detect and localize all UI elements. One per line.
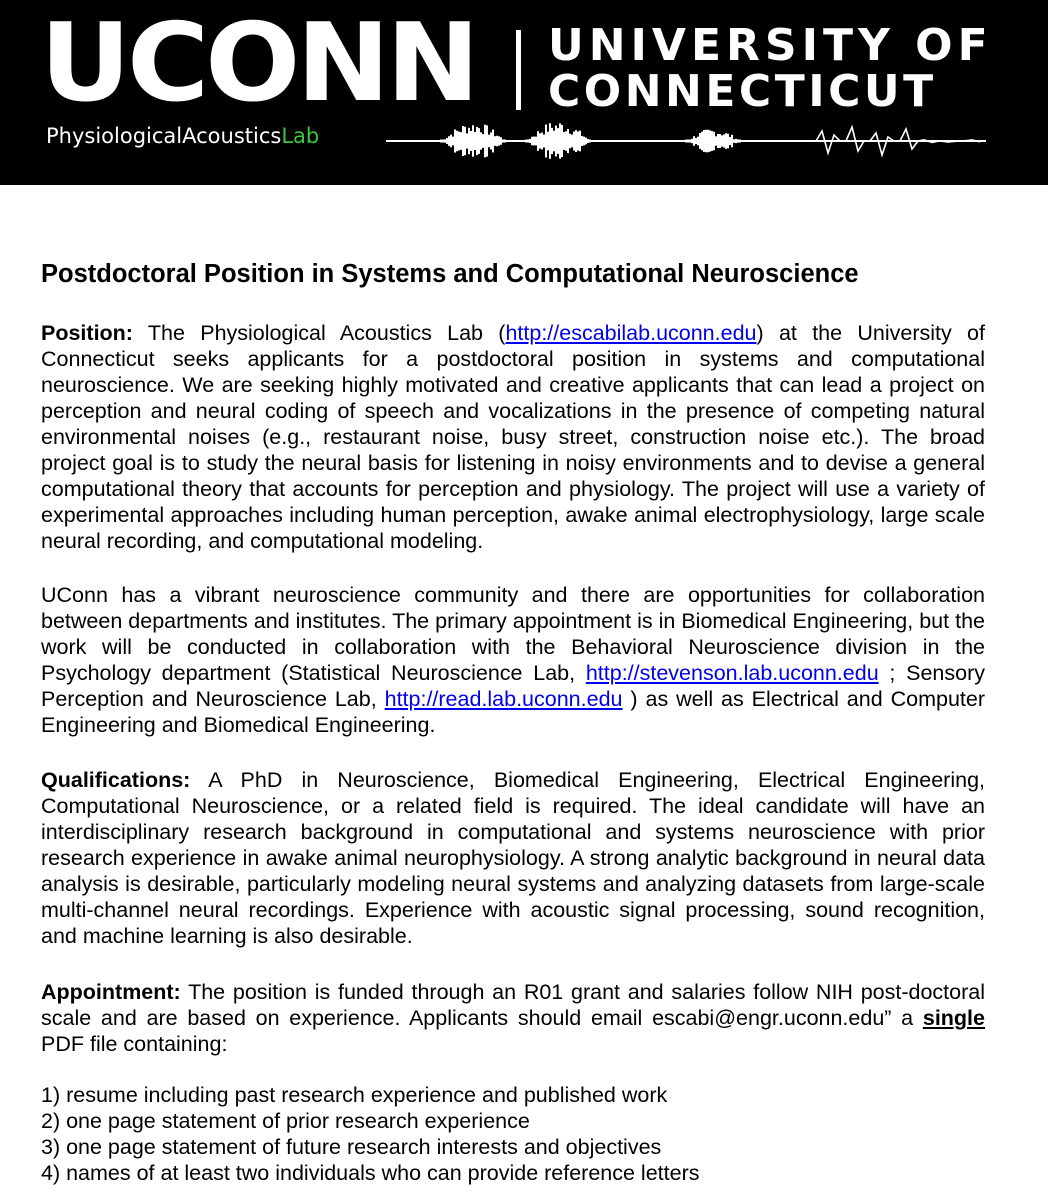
university-line-2: CONNECTICUT — [548, 66, 937, 117]
university-line-1: UNIVERSITY OF — [548, 20, 993, 71]
university-name — [548, 20, 993, 117]
community-text-3: ) as well as Electrical and Computer Engineering and Biomedical Engineering. — [41, 687, 985, 737]
uconn-logo-text: UCONN — [40, 1, 476, 127]
lab-name-accent: Lab — [281, 124, 320, 148]
community-text-2: ; Sensory Perception and Neuroscience Lab, — [41, 661, 985, 711]
position-paragraph — [41, 320, 985, 554]
appointment-heading: Appointment: — [41, 980, 181, 1004]
logo-divider — [516, 30, 521, 110]
position-heading: Position: — [41, 321, 133, 345]
requirements-list — [41, 1082, 985, 1186]
qualifications-paragraph — [41, 767, 985, 949]
list-item: 1) resume including past research experience and published work — [41, 1083, 668, 1107]
qualifications-heading: Qualifications: — [41, 768, 191, 792]
page-title: Postdoctoral Position in Systems and Computational Neuroscience — [41, 260, 859, 288]
lab-name-main: PhysiologicalAcoustics — [46, 124, 282, 148]
position-text-start: The Physiological Acoustics Lab ( — [132, 321, 506, 345]
sound-waveform-icon — [386, 118, 986, 164]
header-banner — [0, 0, 1048, 185]
appointment-text-1: The position is funded through an R01 grant and salaries follow NIH post-doctoral scale and are based on experience. Applicants should email escabi@engr.uconn.edu” a — [41, 980, 985, 1030]
community-paragraph — [41, 582, 985, 738]
appointment-paragraph — [41, 979, 985, 1057]
stevenson-lab-link[interactable]: http://stevenson.lab.uconn.edu — [585, 661, 879, 685]
list-item: 3) one page statement of future research interests and objectives — [41, 1135, 662, 1159]
single-emphasis: single — [922, 1006, 985, 1030]
escabilab-link[interactable]: http://escabilab.uconn.edu — [505, 321, 757, 345]
lab-name — [46, 124, 319, 148]
qualifications-text: A PhD in Neuroscience, Biomedical Engineering, Electrical Engineering, Computational Neuroscience, or a related field is required. The ideal candidate will have an interdisciplinary research background in computational and systems neuroscience with prior research experience in awake animal neurophysiology. A strong analytic background in neural data analysis is desirable, particularly modeling neural systems and analyzing datasets from large-scale multi-channel neural recordings. Experience with acoustic signal processing, sound recognition, and machine learning is also desirable. — [41, 768, 985, 948]
position-text-body: ) at the University of Connecticut seeks applicants for a postdoctoral position in systems and computational neuroscience. We are seeking highly motivated and creative applicants that can lead a project on perception and neural coding of speech and vocalizations in the presence of competing natural environmental noises (e.g., restaurant noise, busy street, construction noise etc.). The broad project goal is to study the neural basis for listening in noisy environments and to devise a general computational theory that accounts for perception and physiology. The project will use a variety of experimental approaches including human perception, awake animal electrophysiology, large scale neural recording, and computational modeling. — [41, 321, 985, 553]
appointment-text-2: PDF file containing: — [41, 1032, 228, 1056]
community-text-1: UConn has a vibrant neuroscience community and there are opportunities for collaboration between departments and institutes. The primary appointment is in Biomedical Engineering, but the work will be conducted in collaboration with the Behavioral Neuroscience division in the Psychology department (Statistical Neuroscience Lab, — [41, 583, 985, 685]
list-item: 4) names of at least two individuals who can provide reference letters — [41, 1161, 700, 1185]
read-lab-link[interactable]: http://read.lab.uconn.edu — [384, 687, 623, 711]
list-item: 2) one page statement of prior research experience — [41, 1109, 530, 1133]
